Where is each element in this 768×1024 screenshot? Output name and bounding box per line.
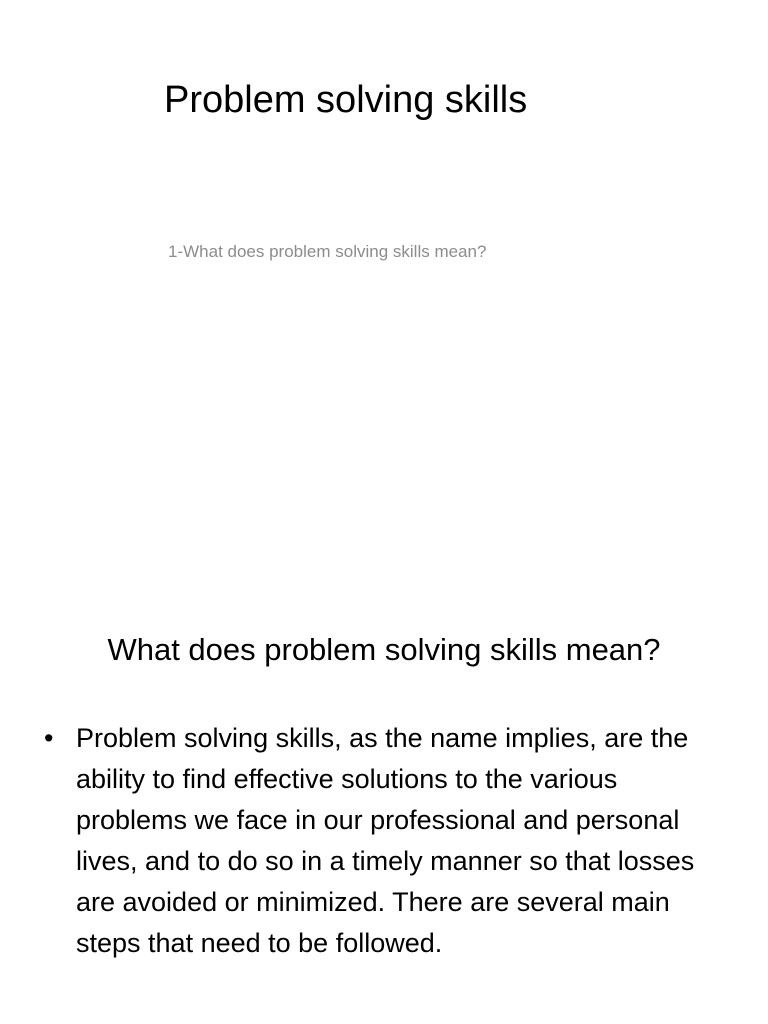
slide-1-subtitle: 1-What does problem solving skills mean?: [168, 242, 487, 261]
bullet-item: [44, 718, 734, 964]
slide-1-title: Problem solving skills: [164, 79, 528, 121]
slide-2: [0, 576, 768, 1024]
bullet-dot-icon: •: [44, 723, 54, 753]
slide-2-title: What does problem solving skills mean?: [107, 632, 661, 667]
bullet-list: [44, 718, 734, 964]
bullet-text: Problem solving skills, as the name implies, are the ability to find effective solutions to the various problems we face in our professional and personal lives, and to do so in a timely manner so that losses are avoided or minimized. There are several main steps that need to be followed.: [76, 723, 695, 958]
